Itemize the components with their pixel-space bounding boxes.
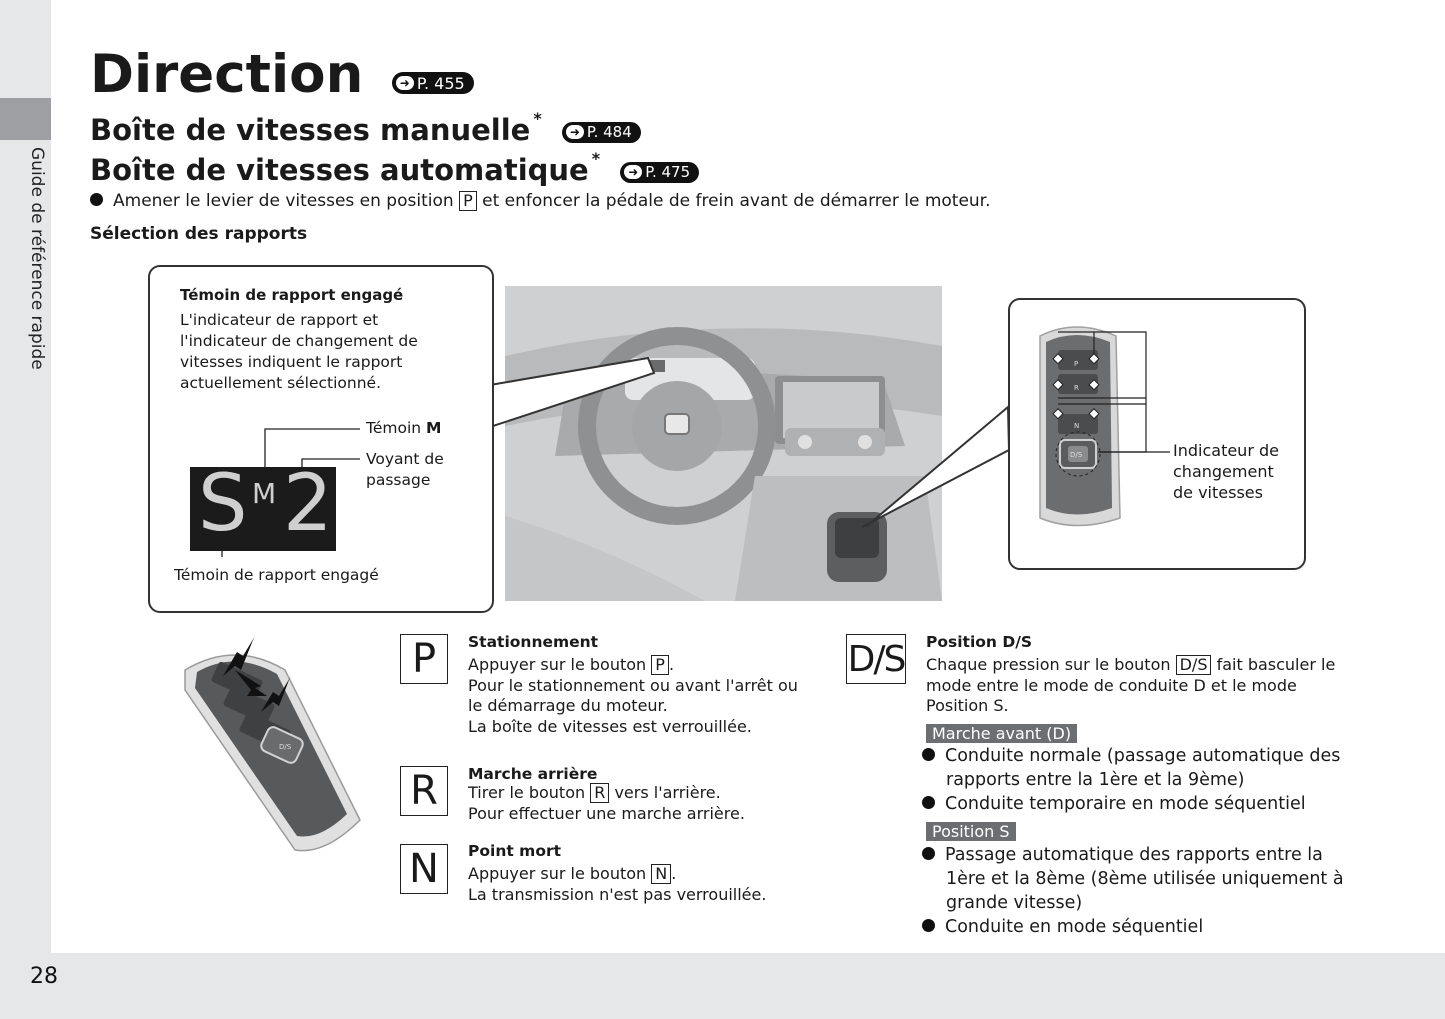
- connector-left: [488, 355, 658, 430]
- mode-neutral: Point mort Appuyer sur le bouton N . La transmission n'est pas verrouillée.: [468, 842, 767, 904]
- gear-indicator-bottom-label: Témoin de rapport engagé: [174, 566, 379, 584]
- page-title: [90, 44, 474, 105]
- arrow-right-icon: ➜: [396, 76, 414, 90]
- key-icon-ds: D/S: [846, 634, 906, 684]
- temoin-m-label: Témoin M: [366, 419, 442, 437]
- display-gear-number: 2: [283, 467, 333, 549]
- voyant-label: Voyant de passage: [366, 450, 444, 489]
- selection-heading: Sélection des rapports: [90, 224, 308, 244]
- subtitle-manual: Boîte de vitesses manuelle * ➜ P. 484: [90, 113, 641, 147]
- display-mode-letter: M: [252, 477, 277, 510]
- key-icon-p: P: [400, 634, 448, 684]
- drive-bullets: Conduite normale (passage automatique des rapports entre la 1ère et la 9ème) Conduite temporaire en mode séquentiel: [922, 744, 1340, 816]
- bullet-icon: [90, 193, 103, 206]
- svg-text:D/S: D/S: [279, 743, 292, 751]
- mode-reverse: Marche arrière Tirer le bouton R vers l'arrière. Pour effectuer une marche arrière.: [468, 765, 745, 823]
- intro-bullet: Amener le levier de vitesses en position P et enfoncer la pédale de frein avant de démarrer le moteur.: [90, 191, 991, 211]
- side-tab-label: Guide de référence rapide: [27, 147, 47, 370]
- bullet-icon: [922, 748, 935, 761]
- sport-bullets: Passage automatique des rapports entre la 1ère et la 8ème (8ème utilisée uniquement à grande vitesse) Conduite en mode séquentiel: [922, 843, 1344, 939]
- bullet-icon: [922, 796, 935, 809]
- shifter-console-image: [175, 630, 370, 860]
- tag-sport: Position S: [926, 822, 1016, 841]
- shifter-btn-r: R: [1074, 384, 1079, 392]
- gear-display: [190, 467, 336, 551]
- key-icon-r: R: [400, 766, 448, 816]
- connector-right: [860, 405, 1012, 530]
- display-gear-letter: S: [198, 467, 248, 549]
- shifter-buttons-image: [1028, 318, 1178, 530]
- manual-ref-link[interactable]: ➜ P. 484: [562, 122, 641, 143]
- mode-park: Stationnement Appuyer sur le bouton P . Pour le stationnement ou avant l'arrêt ou le démarrage du moteur. La boîte de vitesses est verrouillée.: [468, 633, 798, 736]
- shifter-btn-ds: D/S: [1070, 451, 1083, 459]
- subtitle-automatic: Boîte de vitesses automatique * ➜ P. 475: [90, 153, 699, 187]
- page-number: 28: [30, 964, 58, 989]
- shifter-btn-n: N: [1074, 422, 1080, 430]
- automatic-ref-link[interactable]: ➜ P. 475: [620, 162, 699, 183]
- mode-ds: Position D/S Chaque pression sur le bouton D/S fait basculer le mode entre le mode de conduite D et le mode Position S.: [926, 633, 1336, 715]
- page-title-text: Direction: [90, 44, 364, 105]
- bullet-icon: [922, 919, 935, 932]
- shift-indicator-label: Indicateur de changement de vitesses: [1173, 441, 1279, 502]
- bullet-icon: [922, 847, 935, 860]
- arrow-right-icon: ➜: [624, 165, 642, 179]
- tag-drive: Marche avant (D): [926, 724, 1077, 743]
- shifter-btn-p: P: [1074, 360, 1079, 368]
- side-tab-marker: [0, 98, 51, 140]
- page-ref-link[interactable]: ➜ P. 455: [392, 72, 474, 94]
- gear-indicator-text: L'indicateur de rapport et l'indicateur de changement de vitesses indiquent le rapport actuellement sélectionné.: [180, 311, 418, 392]
- arrow-right-icon: ➜: [566, 125, 584, 139]
- key-icon-n: N: [400, 844, 448, 894]
- gear-indicator-heading: Témoin de rapport engagé: [180, 286, 404, 304]
- key-p: P: [459, 191, 477, 211]
- footer-band: [0, 953, 1445, 1019]
